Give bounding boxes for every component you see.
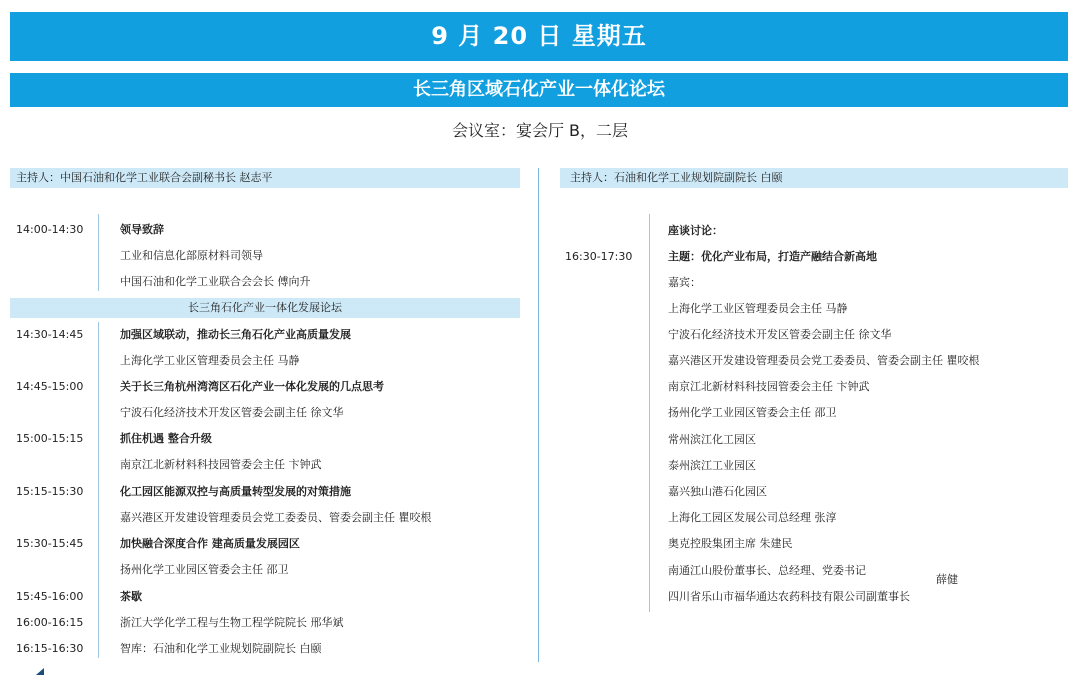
- panel-theme: 主题：优化产业布局，打造产融结合新高地: [668, 250, 877, 263]
- guest-line: 南通江山股份董事长、总经理、党委书记: [668, 564, 866, 577]
- guests-label: 嘉宾：: [668, 276, 701, 289]
- guest-line: 奥克控股集团主席 朱建民: [668, 537, 793, 550]
- left-host-bar: 主持人：中国石油和化学工业联合会副秘书长 赵志平: [10, 168, 520, 188]
- speaker-line: 宁波石化经济技术开发区管委会副主任 徐文华: [120, 406, 344, 419]
- panel-label: 座谈讨论：: [668, 224, 723, 237]
- session-time: 15:30-15:45: [16, 537, 84, 550]
- session-title: 领导致辞: [120, 223, 164, 236]
- guest-line: 常州滨江化工园区: [668, 433, 756, 446]
- guest-line: 南京江北新材料科技园管委会主任 卞钟武: [668, 380, 870, 393]
- speaker-line: 智库：石油和化学工业规划院副院长 白颐: [120, 642, 322, 655]
- break-title: 茶歇: [120, 590, 142, 603]
- speaker-line: 工业和信息化部原材料司领导: [120, 249, 263, 262]
- left-divider-line: [98, 214, 99, 291]
- sub-forum-bar: 长三角石化产业一体化发展论坛: [10, 298, 520, 318]
- talk-title: 加快融合深度合作 建高质量发展园区: [120, 537, 300, 550]
- guest-line: 上海化学工业区管理委员会主任 马静: [668, 302, 848, 315]
- guest-line: 扬州化学工业园区管委会主任 邵卫: [668, 406, 837, 419]
- talk-title: 加强区域联动，推动长三角石化产业高质量发展: [120, 328, 351, 341]
- session-time: 14:45-15:00: [16, 380, 84, 393]
- right-divider-line: [649, 214, 650, 612]
- session-time: 16:00-16:15: [16, 616, 84, 629]
- room-info: 会议室：宴会厅 B，二层: [451, 121, 629, 140]
- date-banner: 9 月 20 日 星期五: [10, 12, 1068, 61]
- session-time: 16:30-17:30: [565, 250, 633, 263]
- guest-line: 四川省乐山市福华通达农药科技有限公司副董事长: [668, 590, 910, 603]
- talk-title: 化工园区能源双控与高质量转型发展的对策措施: [120, 485, 351, 498]
- guest-line: 嘉兴独山港石化园区: [668, 485, 767, 498]
- guest-line: 宁波石化经济技术开发区管委会副主任 徐文华: [668, 328, 892, 341]
- session-time: 15:00-15:15: [16, 432, 84, 445]
- session-time: 14:30-14:45: [16, 328, 84, 341]
- talk-title: 抓住机遇 整合升级: [120, 432, 212, 445]
- guest-line: 泰州滨江工业园区: [668, 459, 756, 472]
- talk-title: 关于长三角杭州湾湾区石化产业一体化发展的几点思考: [120, 380, 384, 393]
- forum-title-banner: 长三角区域石化产业一体化论坛: [10, 73, 1068, 107]
- left-divider-line: [98, 322, 99, 658]
- session-time: 15:15-15:30: [16, 485, 84, 498]
- speaker-line: 上海化学工业区管理委员会主任 马静: [120, 354, 300, 367]
- speaker-line: 扬州化学工业园区管委会主任 邵卫: [120, 563, 289, 576]
- speaker-line: 中国石油和化学工业联合会会长 傅向升: [120, 275, 311, 288]
- center-divider-line: [538, 168, 539, 662]
- speaker-line: 嘉兴港区开发建设管理委员会党工委委员、管委会副主任 瞿咬根: [120, 511, 432, 524]
- session-time: 16:15-16:30: [16, 642, 84, 655]
- session-time: 15:45-16:00: [16, 590, 84, 603]
- guest-line: 上海化工园区发展公司总经理 张淳: [668, 511, 837, 524]
- session-time: 14:00-14:30: [16, 223, 84, 236]
- right-host-bar: 主持人：石油和化学工业规划院副院长 白颐: [560, 168, 1068, 188]
- speaker-line: 浙江大学化学工程与生物工程学院院长 邢华斌: [120, 616, 344, 629]
- guest-name: 薛健: [936, 573, 958, 586]
- speaker-line: 南京江北新材料科技园管委会主任 卞钟武: [120, 458, 322, 471]
- guest-line: 嘉兴港区开发建设管理委员会党工委委员、管委会副主任 瞿咬根: [668, 354, 980, 367]
- corner-decoration: [36, 668, 44, 675]
